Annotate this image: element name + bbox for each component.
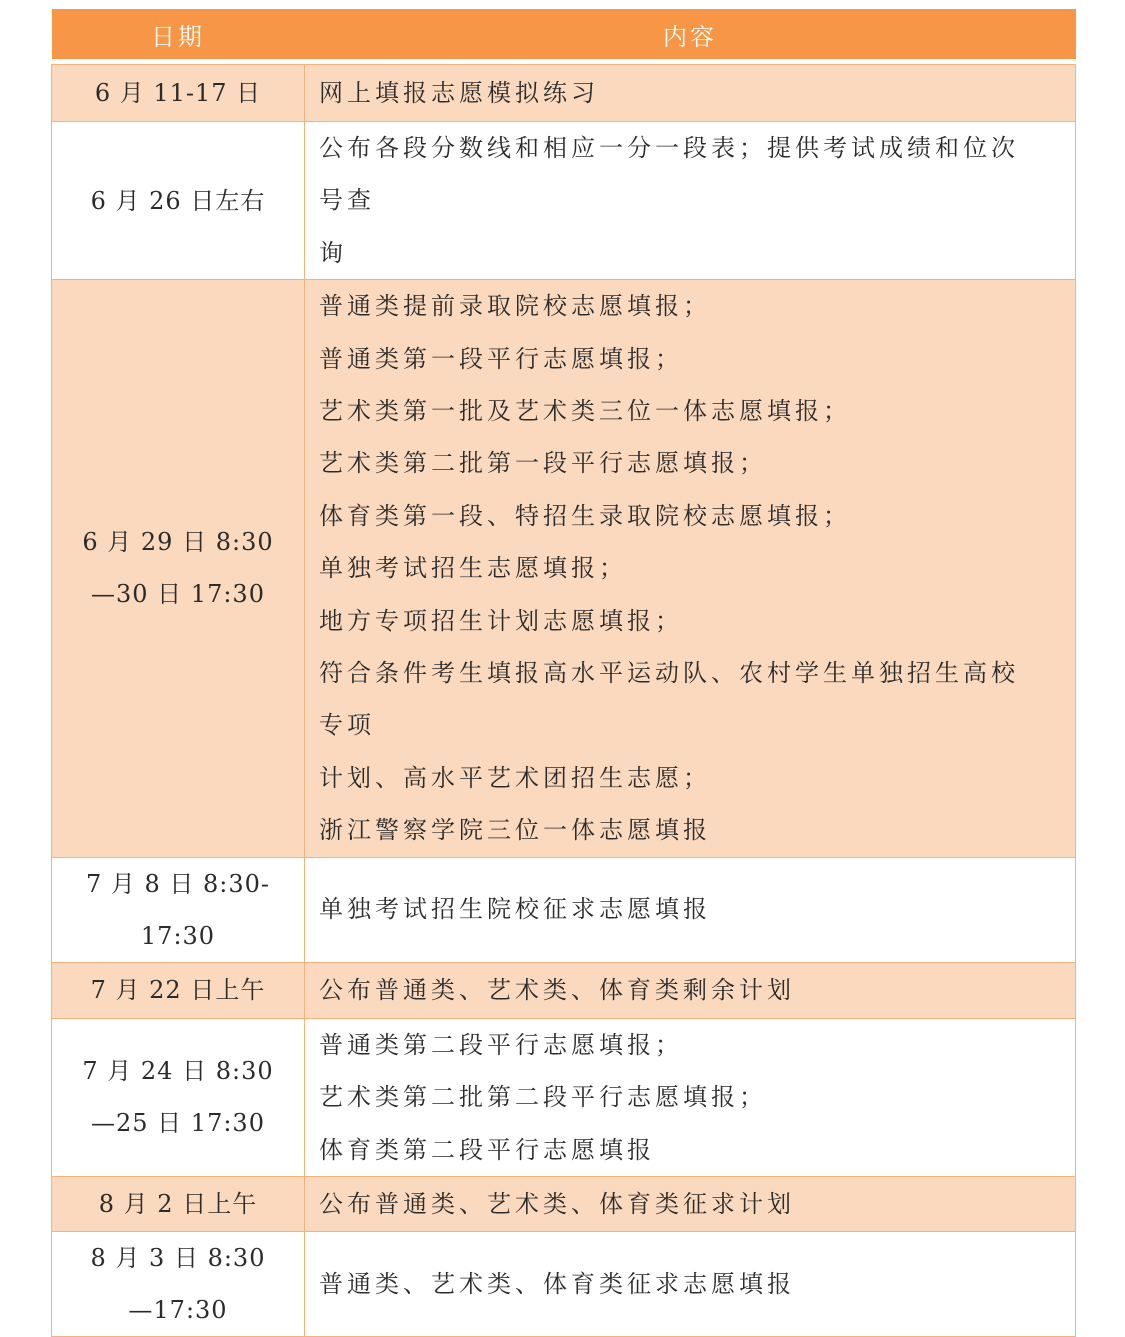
table-row <box>52 65 1076 122</box>
date-line: —25 日 17:30 <box>91 1109 265 1138</box>
table-row <box>52 1176 1076 1231</box>
date-line: 6 月 29 日 8:30 <box>82 528 274 557</box>
content-line: 体育类第一段、特招生录取院校志愿填报； <box>319 501 851 530</box>
date-cell <box>52 1231 305 1336</box>
date-line: 6 月 11-17 日 <box>94 79 262 107</box>
content-line: 网上填报志愿模拟练习 <box>319 78 599 107</box>
content-line: 普通类提前录取院校志愿填报； <box>319 292 711 321</box>
date-line: 7 月 24 日 8:30 <box>82 1057 274 1086</box>
content-line: 艺术类第二批第二段平行志愿填报； <box>319 1083 767 1112</box>
table-row <box>52 280 1076 857</box>
table-row <box>52 1018 1076 1176</box>
date-cell <box>52 1176 305 1231</box>
content-cell <box>305 122 1076 280</box>
date-cell <box>52 857 305 962</box>
content-cell <box>305 280 1076 857</box>
date-cell <box>52 280 305 857</box>
date-line: 6 月 26 日左右 <box>90 186 266 215</box>
content-line: 询 <box>319 238 347 267</box>
admission-schedule-table <box>51 9 1076 1337</box>
date-line: 7 月 8 日 8:30-17:30 <box>85 869 271 950</box>
content-cell <box>305 962 1076 1018</box>
header-date: 日期 <box>52 9 305 59</box>
content-line: 符合条件考生填报高水平运动队、农村学生单独招生高校专项 <box>319 659 1019 740</box>
content-line: 单独考试招生志愿填报； <box>319 554 627 583</box>
content-line: 公布普通类、艺术类、体育类征求计划 <box>319 1189 795 1218</box>
date-line: 8 月 2 日上午 <box>98 1189 258 1218</box>
date-cell <box>52 962 305 1018</box>
content-line: 艺术类第二批第一段平行志愿填报； <box>319 449 767 478</box>
table-row <box>52 1231 1076 1336</box>
content-line: 普通类第一段平行志愿填报； <box>319 344 683 373</box>
header-content: 内容 <box>305 9 1076 59</box>
date-line: —17:30 <box>128 1295 228 1324</box>
content-line: 单独考试招生院校征求志愿填报 <box>319 895 711 924</box>
table-header-row <box>52 9 1076 59</box>
content-cell <box>305 1018 1076 1176</box>
content-line: 普通类、艺术类、体育类征求志愿填报 <box>319 1269 795 1298</box>
content-cell <box>305 1176 1076 1231</box>
table-row <box>52 857 1076 962</box>
date-line: 7 月 22 日上午 <box>90 976 266 1005</box>
content-cell <box>305 65 1076 122</box>
content-cell <box>305 857 1076 962</box>
date-cell <box>52 1018 305 1176</box>
content-line: 普通类第二段平行志愿填报； <box>319 1030 683 1059</box>
table-row <box>52 122 1076 280</box>
content-line: 公布各段分数线和相应一分一段表；提供考试成绩和位次号查 <box>319 134 1019 215</box>
date-line: 8 月 3 日 8:30 <box>90 1243 266 1272</box>
table-row <box>52 962 1076 1018</box>
content-cell <box>305 1231 1076 1336</box>
content-line: 地方专项招生计划志愿填报； <box>319 606 683 635</box>
content-line: 浙江警察学院三位一体志愿填报 <box>319 816 711 845</box>
content-line: 艺术类第一批及艺术类三位一体志愿填报； <box>319 397 851 426</box>
date-cell <box>52 65 305 122</box>
content-line: 公布普通类、艺术类、体育类剩余计划 <box>319 975 795 1004</box>
date-cell <box>52 122 305 280</box>
content-line: 计划、高水平艺术团招生志愿； <box>319 763 711 792</box>
content-line: 体育类第二段平行志愿填报 <box>319 1135 655 1164</box>
date-line: —30 日 17:30 <box>91 580 265 609</box>
